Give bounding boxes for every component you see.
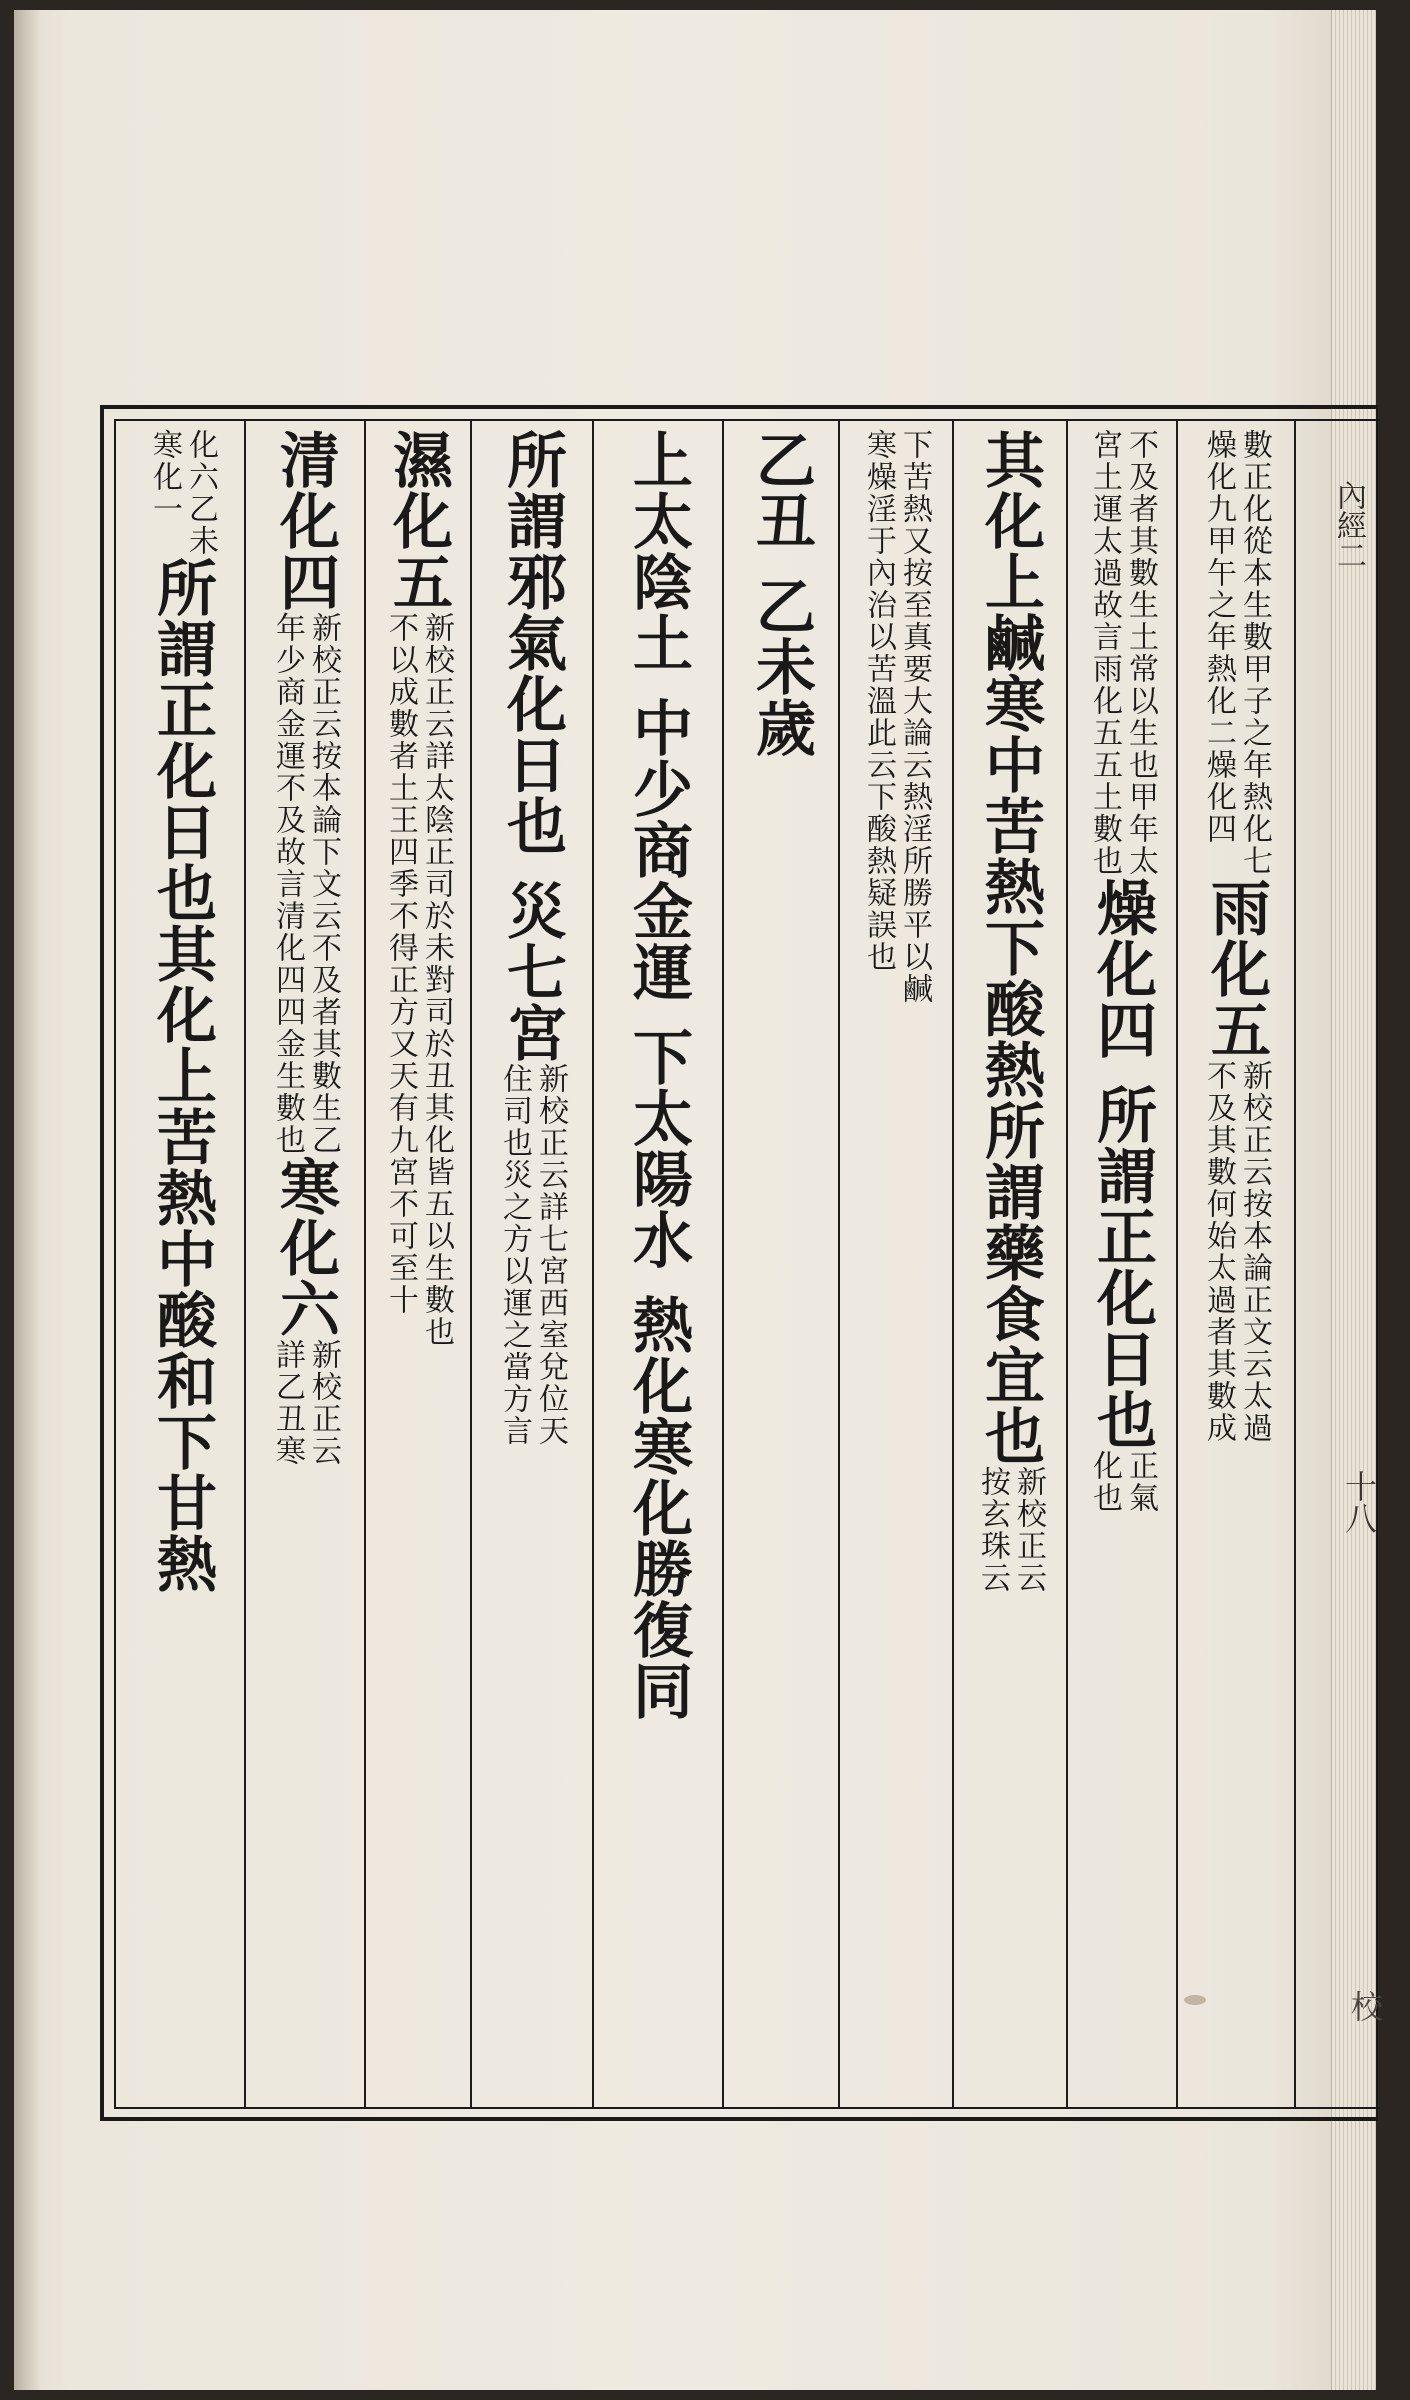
annotation-left: 燥化九甲午之年熱化二燥化四 bbox=[1201, 429, 1236, 845]
column-rule bbox=[470, 421, 472, 2107]
annotation-left: 寒化一 bbox=[147, 429, 182, 525]
annotation-left: 宮土運太過故言雨化五五土數也 bbox=[1087, 429, 1122, 877]
column-flow bbox=[368, 429, 468, 2099]
text-column-3 bbox=[956, 429, 1064, 2099]
annotation-pair bbox=[1087, 1450, 1158, 1514]
column-rule bbox=[244, 421, 246, 2107]
main-text: 下太陽水 bbox=[623, 1026, 693, 1270]
book-page bbox=[14, 10, 1384, 2390]
spine-shadow bbox=[14, 10, 40, 2390]
column-flow bbox=[596, 429, 720, 2099]
annotation-right: 新校正云 bbox=[1011, 1466, 1046, 1594]
text-column-10 bbox=[122, 429, 242, 2099]
text-column-9 bbox=[248, 429, 362, 2099]
margin-title: 內經二 bbox=[1331, 480, 1366, 570]
annotation-pair bbox=[1201, 429, 1272, 877]
annotation-left: 年少商金運不及故言清化四四金生數也 bbox=[270, 612, 305, 1156]
annotation-right: 新校正云按本論下文云不及者其數生乙 bbox=[306, 612, 341, 1156]
main-text: 乙丑 bbox=[746, 429, 816, 551]
column-rule bbox=[722, 421, 724, 2107]
annotation-pair bbox=[861, 429, 932, 1005]
annotation-right: 不及者其數生土常以生也甲年太 bbox=[1123, 429, 1158, 877]
annotation-left: 住司也災之方以運之當方言 bbox=[497, 1063, 532, 1447]
column-flow bbox=[122, 429, 242, 2099]
column-flow bbox=[248, 429, 362, 2099]
text-column-4 bbox=[842, 429, 950, 2099]
text-frame bbox=[100, 405, 1378, 2121]
column-flow bbox=[956, 429, 1064, 2099]
annotation-pair bbox=[270, 1339, 341, 1467]
main-text: 乙未歲 bbox=[746, 575, 816, 758]
text-frame-inner bbox=[114, 419, 1380, 2109]
annotation-pair bbox=[975, 1466, 1046, 1594]
annotation-left: 按玄珠云 bbox=[975, 1466, 1010, 1594]
annotation-left: 不及其數何始太過者其數成 bbox=[1201, 1060, 1236, 1444]
column-flow bbox=[474, 429, 590, 2099]
annotation-pair bbox=[383, 612, 454, 1348]
annotation-left: 化也 bbox=[1087, 1450, 1122, 1514]
text-column-1 bbox=[1180, 429, 1292, 2099]
column-rule bbox=[952, 421, 954, 2107]
text-column-5 bbox=[726, 429, 836, 2099]
margin-page-number: 十八 bbox=[1340, 1470, 1378, 1534]
main-text: 熱化寒化勝復同 bbox=[623, 1294, 693, 1721]
margin-mark: 校 bbox=[1346, 1990, 1384, 2022]
column-rule bbox=[364, 421, 366, 2107]
annotation-right: 正氣 bbox=[1123, 1450, 1158, 1514]
annotation-left: 詳乙丑寒 bbox=[270, 1339, 305, 1467]
column-rule bbox=[592, 421, 594, 2107]
annotation-pair bbox=[1087, 429, 1158, 877]
annotation-right: 新校正云詳七宮西室兌位天 bbox=[533, 1063, 568, 1447]
text-column-7 bbox=[474, 429, 590, 2099]
main-text: 所謂正化日也 bbox=[1087, 1084, 1157, 1450]
column-flow bbox=[1070, 429, 1174, 2099]
text-column-6 bbox=[596, 429, 720, 2099]
column-rule bbox=[1066, 421, 1068, 2107]
main-text: 濕化五 bbox=[383, 429, 453, 612]
main-text: 寒化六 bbox=[270, 1156, 340, 1339]
annotation-left: 寒燥淫于內治以苦溫此云下酸熱疑誤也 bbox=[861, 429, 896, 973]
annotation-right: 新校正云詳太陰正司於未對司於丑其化皆五以生數也 bbox=[419, 612, 454, 1348]
main-text: 上太陰土 bbox=[623, 429, 693, 673]
column-rule bbox=[838, 421, 840, 2107]
column-rule bbox=[1294, 421, 1296, 2107]
annotation-left: 不以成數者土王四季不得正方又天有九宮不可至十 bbox=[383, 612, 418, 1316]
annotation-right: 新校正云按本論正文云太過 bbox=[1237, 1060, 1272, 1444]
main-text: 災七宮 bbox=[497, 880, 567, 1063]
main-text: 中少商金運 bbox=[623, 697, 693, 1002]
main-text: 所謂邪氣化日也 bbox=[497, 429, 567, 856]
column-flow bbox=[842, 429, 950, 2099]
annotation-right: 下苦熱又按至真要大論云熱淫所勝平以鹹 bbox=[897, 429, 932, 1005]
main-text: 清化四 bbox=[270, 429, 340, 612]
column-flow bbox=[1180, 429, 1292, 2099]
main-text: 所謂正化日也其化上苦熱中酸和下甘熱 bbox=[147, 557, 217, 1594]
main-text: 其化上鹹寒中苦熱下酸熱所謂藥食宜也 bbox=[975, 429, 1045, 1466]
annotation-pair bbox=[147, 429, 218, 557]
column-flow bbox=[726, 429, 836, 2099]
annotation-pair bbox=[270, 612, 341, 1156]
text-column-8 bbox=[368, 429, 468, 2099]
main-text: 燥化四 bbox=[1087, 877, 1157, 1060]
column-rule bbox=[1176, 421, 1178, 2107]
main-text: 雨化五 bbox=[1201, 877, 1271, 1060]
annotation-pair bbox=[497, 1063, 568, 1447]
annotation-pair bbox=[1201, 1060, 1272, 1444]
text-column-2 bbox=[1070, 429, 1174, 2099]
annotation-right: 數正化從本生數甲子之年熱化七 bbox=[1237, 429, 1272, 877]
annotation-right: 化六乙未 bbox=[183, 429, 218, 557]
annotation-right: 新校正云 bbox=[306, 1339, 341, 1467]
